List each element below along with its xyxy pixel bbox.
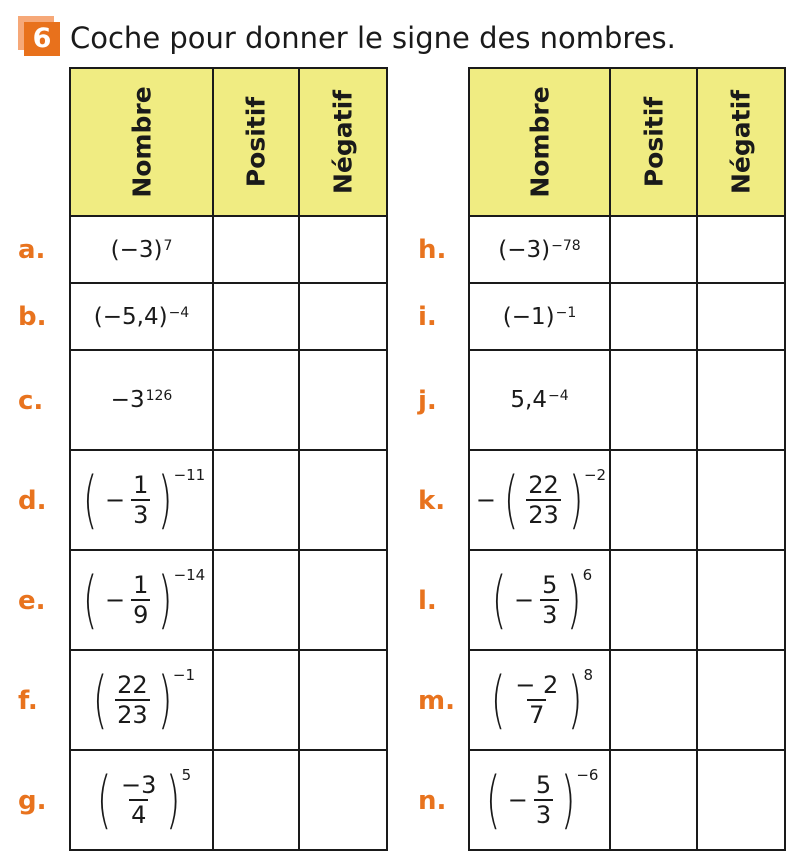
row-label-d: d. (18, 486, 47, 516)
header-negatif: Négatif (299, 68, 387, 216)
number-e: ( − $\frac{1}{9}$ ) −14 (70, 550, 213, 650)
negative-checkbox-a[interactable] (299, 216, 387, 283)
left-table (69, 67, 388, 851)
negative-checkbox-n[interactable] (697, 750, 785, 850)
positive-checkbox-h[interactable] (610, 216, 697, 283)
number-k: − ( $\frac{22}{23}$ ) −2 (469, 450, 610, 550)
table-row (70, 650, 387, 750)
row-label-m: m. (418, 686, 455, 716)
table-row (469, 350, 785, 450)
positive-checkbox-c[interactable] (213, 350, 299, 450)
negative-checkbox-d[interactable] (299, 450, 387, 550)
table-row (70, 216, 387, 283)
right-table (468, 67, 786, 851)
negative-checkbox-g[interactable] (299, 750, 387, 850)
row-label-h: h. (418, 235, 447, 265)
negative-checkbox-j[interactable] (697, 350, 785, 450)
negative-checkbox-e[interactable] (299, 550, 387, 650)
row-label-n: n. (418, 786, 447, 816)
exercise-instruction: Coche pour donner le signe des nombres. (70, 21, 676, 55)
table-row (70, 283, 387, 350)
negative-checkbox-m[interactable] (697, 650, 785, 750)
number-h: (−3) $^{-78}$ (469, 216, 610, 283)
row-label-b: b. (18, 302, 47, 332)
table-row (70, 350, 387, 450)
number-n: ( − $\frac{5}{3}$ ) −6 (469, 750, 610, 850)
table-row (469, 650, 785, 750)
negative-checkbox-f[interactable] (299, 650, 387, 750)
table-row (469, 450, 785, 550)
positive-checkbox-j[interactable] (610, 350, 697, 450)
row-label-a: a. (18, 235, 46, 265)
table-row (70, 450, 387, 550)
table-row (70, 750, 387, 850)
negative-checkbox-c[interactable] (299, 350, 387, 450)
row-label-c: c. (18, 386, 44, 416)
row-label-e: e. (18, 586, 46, 616)
row-label-l: l. (418, 586, 437, 616)
header-row (469, 68, 785, 216)
number-m: ( $\frac{- 2}{7}$ ) 8 (469, 650, 610, 750)
number-f: ( $\frac{22}{23}$ ) −1 (70, 650, 213, 750)
positive-checkbox-d[interactable] (213, 450, 299, 550)
positive-checkbox-a[interactable] (213, 216, 299, 283)
positive-checkbox-i[interactable] (610, 283, 697, 350)
positive-checkbox-g[interactable] (213, 750, 299, 850)
table-row (469, 283, 785, 350)
number-a: (−3) $^7$ (70, 216, 213, 283)
positive-checkbox-n[interactable] (610, 750, 697, 850)
number-l: ( − $\frac{5}{3}$ ) 6 (469, 550, 610, 650)
number-g: ( $\frac{-3}{4}$ ) 5 (70, 750, 213, 850)
table-row (70, 550, 387, 650)
positive-checkbox-l[interactable] (610, 550, 697, 650)
table-row (469, 550, 785, 650)
positive-checkbox-k[interactable] (610, 450, 697, 550)
number-j: 5,4 $^{-4}$ (469, 350, 610, 450)
negative-checkbox-b[interactable] (299, 283, 387, 350)
exercise-number: 6 (24, 22, 60, 56)
positive-checkbox-e[interactable] (213, 550, 299, 650)
row-label-j: j. (418, 386, 437, 416)
row-label-f: f. (18, 686, 38, 716)
negative-checkbox-i[interactable] (697, 283, 785, 350)
number-b: (−5,4) $^{-4}$ (70, 283, 213, 350)
table-row (469, 216, 785, 283)
exercise-badge (18, 16, 60, 56)
row-label-k: k. (418, 486, 446, 516)
row-label-g: g. (18, 786, 47, 816)
header-row (70, 68, 387, 216)
table-row (469, 750, 785, 850)
header-positif: Positif (213, 68, 299, 216)
header-positif: Positif (610, 68, 697, 216)
number-d: ( − $\frac{1}{3}$ ) −11 (70, 450, 213, 550)
number-c: −3 $^{126}$ (70, 350, 213, 450)
positive-checkbox-f[interactable] (213, 650, 299, 750)
negative-checkbox-h[interactable] (697, 216, 785, 283)
negative-checkbox-k[interactable] (697, 450, 785, 550)
positive-checkbox-m[interactable] (610, 650, 697, 750)
header-nombre: Nombre (70, 68, 213, 216)
header-nombre: Nombre (469, 68, 610, 216)
row-label-i: i. (418, 302, 437, 332)
header-negatif: Négatif (697, 68, 785, 216)
number-i: (−1) $^{-1}$ (469, 283, 610, 350)
negative-checkbox-l[interactable] (697, 550, 785, 650)
positive-checkbox-b[interactable] (213, 283, 299, 350)
